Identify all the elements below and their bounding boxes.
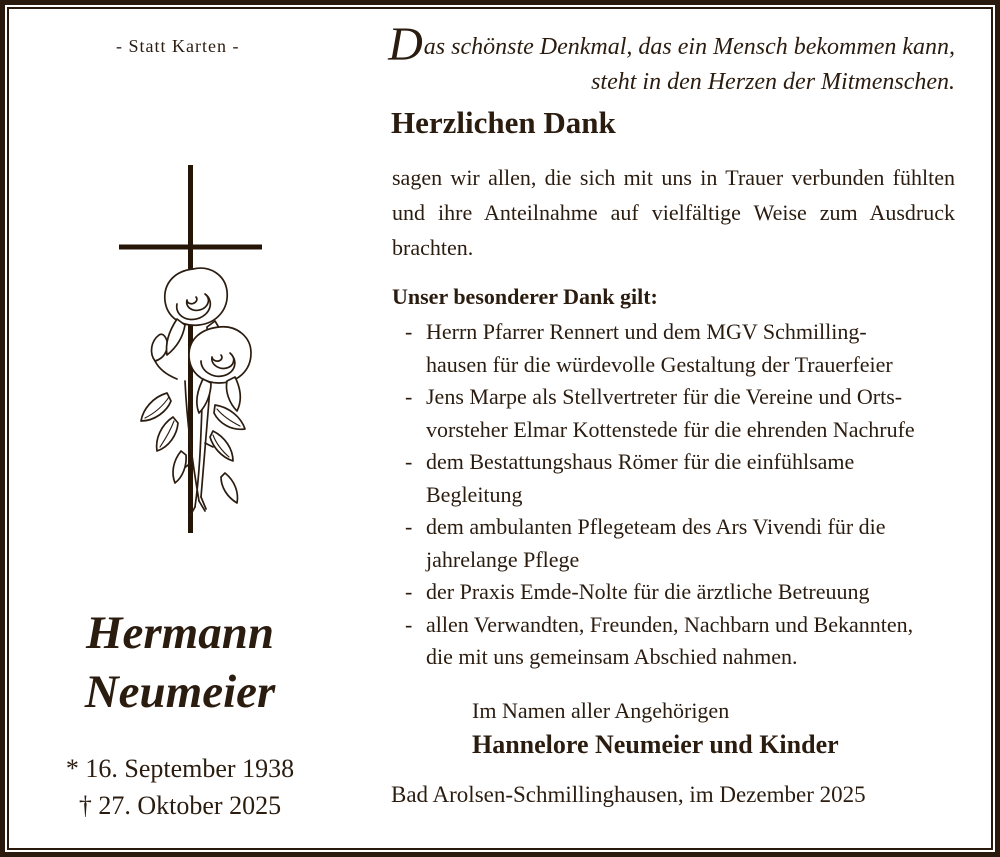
- life-dates: [15, 750, 345, 824]
- thanks-item-text: Jens Marpe als Stellvertreter für die Vereine und Orts- vorsteher Elmar Kottenstede für die ehrenden Nachrufe: [426, 384, 915, 442]
- list-dash: -: [405, 319, 413, 344]
- cross-with-roses-icon: [113, 163, 267, 535]
- deceased-first-name: Hermann: [85, 607, 275, 659]
- deceased-name: [15, 604, 345, 722]
- thanks-item: [392, 609, 967, 674]
- thanks-item-text: dem ambulanten Pflegeteam des Ars Vivendi für die jahrelange Pflege: [426, 514, 886, 572]
- thanks-item-text: allen Verwandten, Freunden, Nachbarn und Bekannten, die mit uns gemeinsam Abschied nahmen.: [426, 611, 914, 669]
- thanks-item-text: der Praxis Emde-Nolte für die ärztliche Betreuung: [426, 579, 870, 604]
- list-dash: -: [405, 514, 413, 539]
- closing-block: [472, 695, 839, 764]
- list-dash: -: [405, 384, 413, 409]
- list-dash: -: [405, 611, 413, 637]
- thanks-item-text: dem Bestattungshaus Römer für die einfühlsame Begleitung: [426, 449, 855, 507]
- drop-cap: D: [388, 18, 424, 71]
- thanks-item-text: Herrn Pfarrer Rennert und dem MGV Schmilling- hausen für die würdevolle Gestaltung der Trauerfeier: [426, 319, 893, 377]
- quote-line-1: Das schönste Denkmal, das ein Mensch bekommen kann,: [388, 18, 955, 71]
- thanks-item: [392, 446, 967, 511]
- family-signature: Hannelore Neumeier und Kinder: [472, 730, 839, 759]
- deceased-last-name: Neumeier: [84, 666, 276, 718]
- thanks-list: [392, 316, 967, 674]
- intro-paragraph: sagen wir allen, die sich mit uns in Trauer verbunden fühlten und ihre Anteilnahme auf vielfältige Weise zum Ausdruck brachten.: [392, 165, 955, 260]
- death-date: † 27. Oktober 2025: [78, 791, 282, 820]
- birth-date: * 16. September 1938: [65, 754, 295, 783]
- memorial-quote: [388, 18, 955, 100]
- quote-line-2: steht in den Herzen der Mitmenschen.: [591, 69, 955, 95]
- thanks-item: [392, 576, 967, 609]
- closing-prefix: Im Namen aller Angehörigen: [472, 698, 730, 723]
- thanks-item: [392, 511, 967, 576]
- special-thanks-heading: Unser besonderer Dank gilt:: [392, 284, 658, 309]
- list-dash: -: [405, 579, 413, 604]
- statt-karten-label: - Statt Karten -: [116, 36, 240, 56]
- thanks-item: [392, 316, 967, 381]
- list-dash: -: [405, 449, 413, 474]
- page-title: Herzlichen Dank: [391, 105, 616, 140]
- place-date-line: Bad Arolsen-Schmillinghausen, im Dezember 2025: [391, 782, 866, 807]
- thanks-item: [392, 381, 967, 446]
